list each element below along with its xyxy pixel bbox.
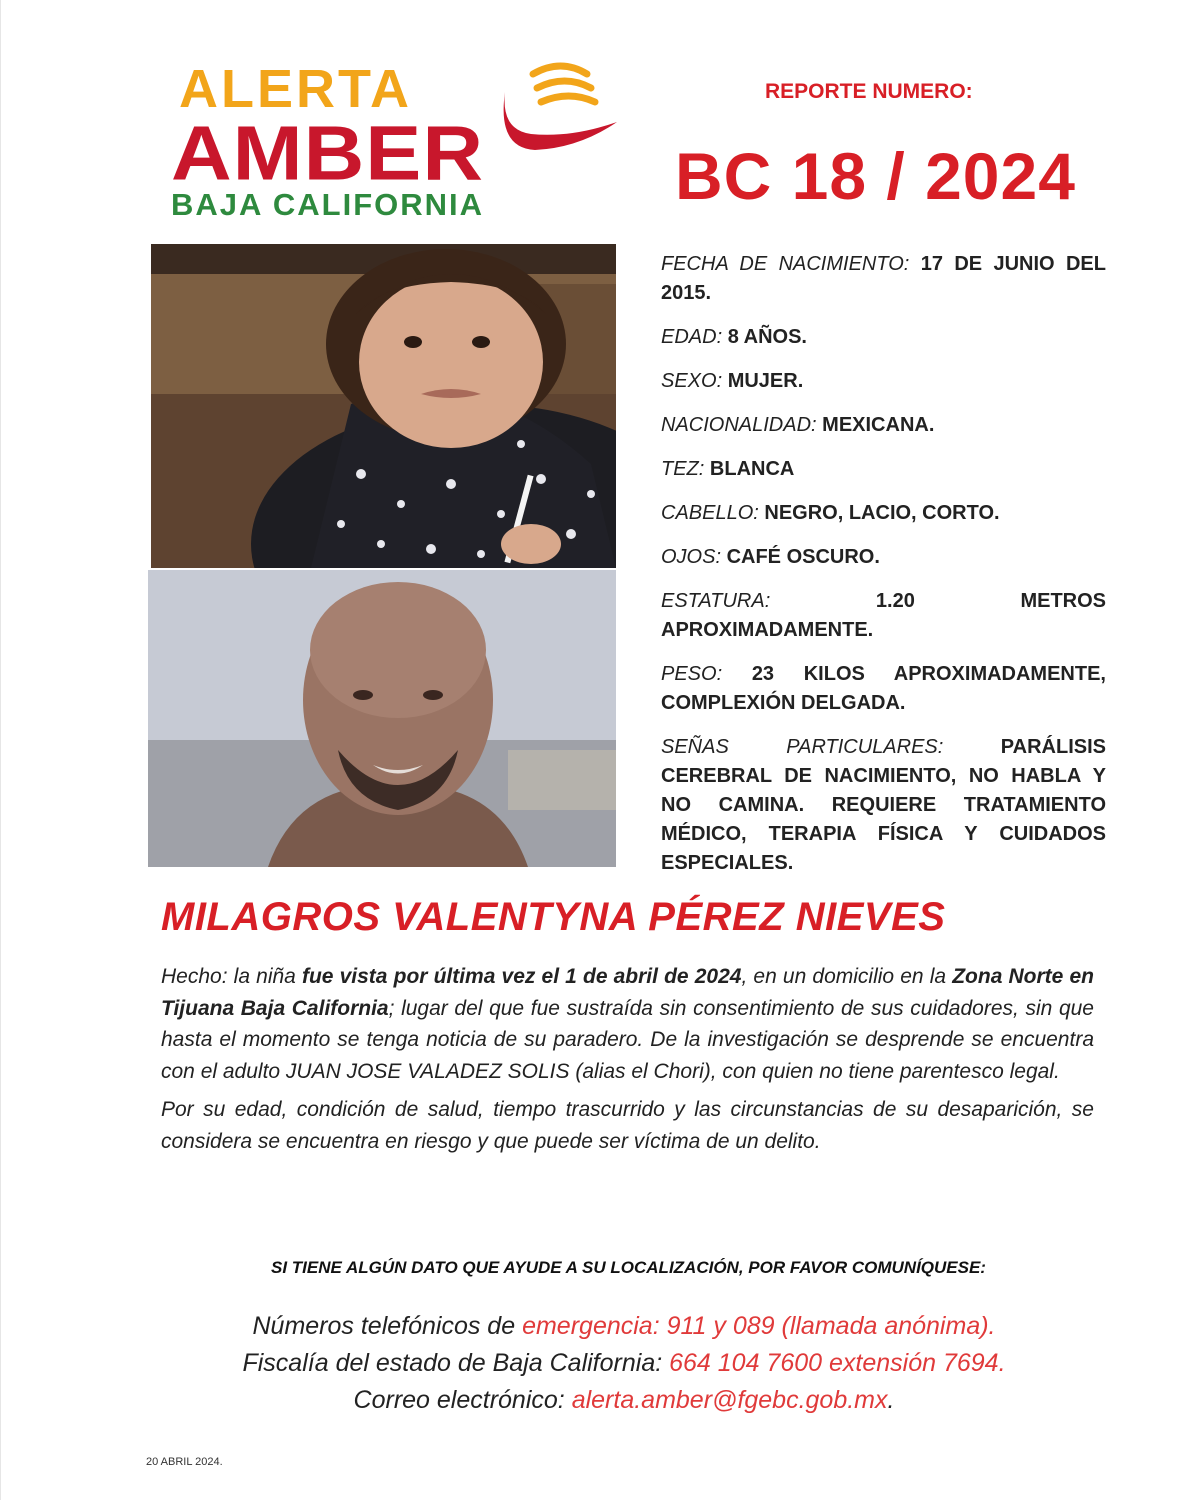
detail-label: TEZ: [661, 458, 705, 480]
detail-label: PESO: [661, 663, 723, 685]
logo-swoosh-icon [491, 52, 621, 162]
case-text: , en un domicilio en la [741, 965, 953, 988]
detail-value: PARÁLISIS CEREBRAL DE NACIMIENTO, NO HABLA Y NO CAMINA. REQUIERE TRATAMIENTO MÉDICO, TERAPIA FÍSICA Y CUIDADOS ESPECIALES. [661, 736, 1106, 874]
case-text: Hecho: la niña [161, 965, 302, 988]
contact-email [1, 1382, 1200, 1419]
contact-suffix: . [887, 1386, 895, 1414]
detail-special-marks [661, 733, 1106, 878]
case-text-bold: Zona Norte en Tijuana Baja California [161, 965, 1094, 1020]
logo-amber-text: AMBER [171, 109, 484, 196]
detail-value: 17 DE JUNIO DEL 2015. [661, 253, 1106, 304]
detail-value: BLANCA [709, 458, 795, 480]
email-link[interactable]: alerta.amber@fgebc.gob.mx [571, 1386, 888, 1414]
case-text-bold: fue vista por última vez el 1 de abril de 2024 [301, 965, 742, 988]
child-photo [151, 244, 616, 568]
logo-baja-california-text: BAJA CALIFORNIA [171, 187, 485, 222]
detail-weight [661, 660, 1106, 718]
contact-info [1, 1308, 1200, 1419]
adult-photo-illustration [148, 570, 616, 867]
child-details [661, 250, 1106, 893]
contact-fiscalia [1, 1345, 1200, 1382]
detail-sex [661, 367, 1106, 396]
detail-label: SEÑAS PARTICULARES: [661, 736, 944, 758]
call-to-action: SI TIENE ALGÚN DATO QUE AYUDE A SU LOCALIZACIÓN, POR FAVOR COMUNÍQUESE: [271, 1258, 986, 1277]
detail-value: MEXICANA. [822, 414, 935, 436]
case-paragraph-2: Por su edad, condición de salud, tiempo trascurrido y las circunstancias de su desaparición, se considera se encuentra en riesgo y que puede ser víctima de un delito. [161, 1098, 1094, 1153]
detail-birthdate [661, 250, 1106, 308]
detail-nationality [661, 411, 1106, 440]
report-number-label: REPORTE NUMERO: [765, 80, 973, 103]
case-paragraph-1 [161, 961, 1094, 1087]
alerta-amber-logo [161, 52, 621, 227]
publication-date: 20 ABRIL 2024. [146, 1456, 223, 1468]
detail-height [661, 587, 1106, 645]
case-description [161, 961, 1094, 1164]
detail-value: 8 AÑOS. [727, 326, 807, 348]
detail-value: NEGRO, LACIO, CORTO. [764, 502, 1000, 524]
detail-age [661, 323, 1106, 352]
fiscalia-phone: 664 104 7600 extensión 7694. [669, 1349, 1006, 1377]
detail-label: CABELLO: [661, 502, 759, 524]
child-photo-illustration [151, 244, 616, 568]
detail-label: OJOS: [661, 546, 722, 568]
detail-label: ESTATURA: [661, 590, 771, 612]
contact-phones [1, 1308, 1200, 1345]
detail-label: SEXO: [661, 370, 723, 392]
detail-complexion [661, 455, 1106, 484]
adult-photo [148, 570, 616, 867]
contact-label: Correo electrónico: [353, 1386, 572, 1414]
missing-person-name: MILAGROS VALENTYNA PÉREZ NIEVES [161, 895, 946, 939]
detail-value: 23 KILOS APROXIMADAMENTE, COMPLEXIÓN DELGADA. [661, 663, 1106, 714]
case-text: ; lugar del que fue sustraída sin consentimiento de sus cuidadores, sin que hasta el momento se tenga noticia de su paradero. De la investigación se desprende se encuentra con el adulto JUAN JOSE VALADEZ SOLIS (alias el Chori), con quien no tiene parentesco legal. [161, 996, 1094, 1083]
emergency-numbers: emergencia: 911 y 089 (llamada anónima). [522, 1312, 996, 1340]
contact-label: Números telefónicos de [252, 1312, 523, 1340]
contact-label: Fiscalía del estado de Baja California: [242, 1349, 670, 1377]
detail-value: CAFÉ OSCURO. [726, 546, 880, 568]
logo-alerta-text: ALERTA [179, 59, 412, 119]
detail-hair [661, 499, 1106, 528]
detail-label: FECHA DE NACIMIENTO: [661, 253, 910, 275]
report-number: BC 18 / 2024 [675, 139, 1076, 213]
detail-label: NACIONALIDAD: [661, 414, 817, 436]
detail-value: MUJER. [727, 370, 804, 392]
detail-label: EDAD: [661, 326, 723, 348]
detail-value: 1.20 METROS APROXIMADAMENTE. [661, 590, 1106, 641]
detail-eyes [661, 543, 1106, 572]
